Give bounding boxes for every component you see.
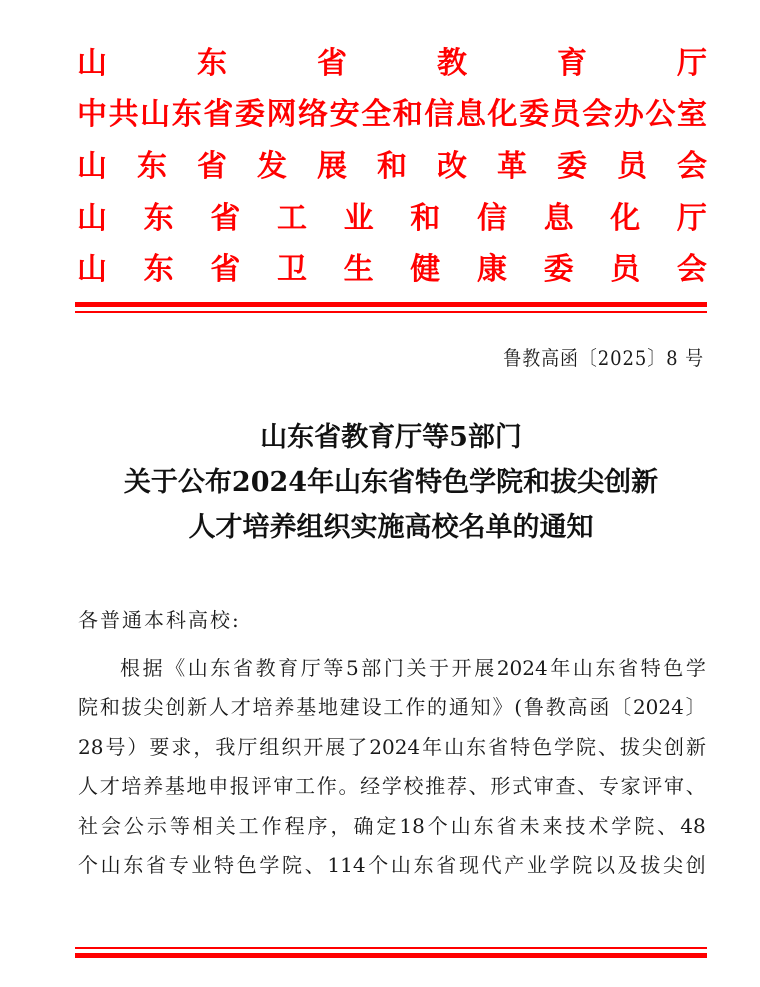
glyph: 院 (634, 814, 655, 838)
glyph: 、 (685, 774, 706, 798)
glyph: 色 (532, 735, 553, 759)
glyph: 省 (317, 46, 347, 81)
glyph: 山 (140, 97, 171, 132)
glyph: 审 (533, 774, 554, 798)
glyph: 根 (120, 656, 140, 680)
glyph: 2024 (496, 656, 548, 680)
glyph: 东 (466, 735, 487, 759)
issuer-line-3 (77, 149, 707, 185)
glyph: 委 (557, 149, 587, 184)
glyph: 培 (121, 774, 142, 798)
glyph: 院 (282, 853, 303, 877)
title-line-2: 关于公布2024年山东省特色学院和拔尖创新 (123, 467, 659, 498)
glyph: 才 (230, 695, 251, 719)
glyph: 东 (413, 853, 434, 877)
glyph: 和 (392, 97, 423, 132)
glyph: 尖 (641, 735, 662, 759)
glyph: 年 (422, 735, 443, 759)
salutation: 各普通本科高校: (78, 608, 241, 632)
body-line-3 (78, 732, 706, 762)
glyph: 养 (143, 774, 164, 798)
glyph: 委 (543, 252, 574, 287)
glyph: 拔 (121, 695, 142, 719)
glyph: 网 (266, 97, 297, 132)
glyph: 色 (236, 853, 257, 877)
glyph: 改 (437, 149, 467, 184)
glyph: 式 (512, 774, 533, 798)
body-line-2 (78, 692, 706, 722)
glyph: 专 (598, 774, 619, 798)
glyph: 以 (594, 853, 615, 877)
glyph: 学 (554, 735, 575, 759)
glyph: 建 (339, 695, 360, 719)
glyph: 厅 (676, 201, 707, 236)
glyph: 工 (238, 814, 259, 838)
glyph: 、 (304, 853, 325, 877)
glyph: 报 (229, 774, 250, 798)
glyph: 养 (274, 695, 295, 719)
glyph: 高 (567, 695, 588, 719)
glyph: 山 (444, 735, 465, 759)
glyph: 和 (99, 695, 120, 719)
glyph: 特 (214, 853, 235, 877)
glyph: 社 (78, 814, 98, 838)
glyph: 相 (192, 814, 213, 838)
glyph: 经 (360, 774, 381, 798)
glyph: 审 (663, 774, 684, 798)
glyph: 培 (252, 695, 273, 719)
glyph: 院 (78, 695, 98, 719)
glyph: 尖 (662, 853, 683, 877)
glyph: 设 (361, 695, 382, 719)
glyph: 员 (550, 97, 581, 132)
top-divider-thick (75, 302, 707, 307)
glyph: 教 (437, 46, 467, 81)
glyph: 函 (589, 695, 610, 719)
glyph: 地 (317, 695, 338, 719)
glyph: 省 (146, 853, 167, 877)
glyph: 中 (77, 97, 107, 132)
glyph: 求 (171, 735, 192, 759)
glyph: 48 (680, 814, 706, 838)
glyph: 等 (323, 656, 344, 680)
glyph: 18 (399, 814, 425, 838)
glyph: 新 (685, 735, 706, 759)
glyph: 校 (403, 774, 424, 798)
glyph: 山 (187, 656, 208, 680)
glyph: 学 (259, 853, 280, 877)
glyph: 推 (425, 774, 446, 798)
glyph: 〕 (685, 695, 706, 719)
glyph: 年 (550, 656, 571, 680)
glyph: 展 (325, 735, 346, 759)
glyph: 2024 (632, 695, 684, 719)
glyph: 员 (610, 252, 641, 287)
glyph: 息 (543, 201, 574, 236)
glyph: 山 (77, 46, 107, 81)
glyph: 关 (215, 814, 236, 838)
glyph: 省 (436, 853, 457, 877)
glyph: 拔 (620, 735, 640, 759)
glyph: 东 (171, 97, 202, 132)
glyph: 基 (164, 774, 185, 798)
glyph: 生 (343, 252, 374, 287)
glyph: 等 (169, 814, 190, 838)
glyph: 省 (488, 735, 509, 759)
glyph: 、 (577, 774, 598, 798)
glyph: 厅 (300, 656, 321, 680)
issuer-line-2 (77, 97, 707, 133)
glyph: 要 (149, 735, 170, 759)
glyph: 术 (588, 814, 609, 838)
glyph: 》 (492, 695, 513, 719)
glyph: 育 (557, 46, 587, 81)
glyph: 个 (78, 853, 98, 877)
glyph: 院 (576, 735, 597, 759)
glyph: 门 (383, 656, 404, 680)
glyph: 山 (450, 814, 471, 838)
glyph: 《 (165, 656, 186, 680)
glyph: 会 (582, 97, 613, 132)
glyph: 作 (316, 774, 337, 798)
glyph: 新 (187, 695, 208, 719)
glyph: 展 (474, 656, 495, 680)
glyph: 发 (257, 149, 287, 184)
title-line-3: 人才培养组织实施高校名单的通知 (188, 512, 594, 543)
glyph: 省 (496, 814, 517, 838)
glyph: 山 (77, 149, 107, 184)
glyph: 院 (572, 853, 593, 877)
glyph: 个 (427, 814, 448, 838)
glyph: 业 (191, 853, 212, 877)
glyph: 公 (645, 97, 676, 132)
glyph: 共 (108, 97, 139, 132)
glyph: 山 (77, 252, 107, 287)
glyph: 教 (545, 695, 566, 719)
glyph: 东 (473, 814, 494, 838)
glyph: 示 (146, 814, 167, 838)
issuer-line-4 (77, 201, 707, 237)
glyph: 创 (663, 735, 684, 759)
glyph: 28 (78, 735, 104, 759)
body-line-4 (78, 771, 706, 801)
glyph: 络 (298, 97, 329, 132)
glyph: 业 (526, 853, 547, 877)
glyph: 、 (657, 814, 678, 838)
glyph: 色 (663, 656, 684, 680)
glyph: 教 (255, 656, 276, 680)
glyph: 据 (142, 656, 163, 680)
glyph: 现 (458, 853, 479, 877)
glyph: 人 (78, 774, 98, 798)
glyph: 特 (640, 656, 661, 680)
glyph: 114 (327, 853, 366, 877)
glyph: 作 (405, 695, 426, 719)
issuer-line-1 (77, 46, 707, 82)
glyph: 关 (406, 656, 427, 680)
glyph: 厅 (237, 735, 258, 759)
glyph: 山 (390, 853, 411, 877)
issuer-line-5 (77, 252, 707, 288)
glyph: 信 (476, 201, 507, 236)
glyph: 尖 (143, 695, 164, 719)
glyph: 组 (259, 735, 280, 759)
glyph: 确 (353, 814, 374, 838)
body-line-5 (78, 811, 706, 841)
glyph: 省 (618, 656, 639, 680)
glyph: 部 (361, 656, 382, 680)
glyph: 和 (410, 201, 441, 236)
glyph: 通 (448, 695, 469, 719)
body-line-6 (78, 850, 706, 880)
glyph: 东 (123, 853, 144, 877)
glyph: 、 (598, 735, 619, 759)
glyph: 号 (105, 735, 126, 759)
glyph: 育 (278, 656, 299, 680)
glyph: 创 (165, 695, 186, 719)
glyph: ， (193, 735, 214, 759)
glyph: 公 (123, 814, 144, 838)
glyph: 学 (381, 774, 402, 798)
glyph: 审 (273, 774, 294, 798)
glyph: 开 (451, 656, 472, 680)
glyph: 工 (383, 695, 404, 719)
glyph: 基 (296, 695, 317, 719)
glyph: 家 (620, 774, 641, 798)
glyph: 特 (510, 735, 531, 759)
glyph: 山 (77, 201, 107, 236)
glyph: 来 (542, 814, 563, 838)
glyph: 专 (168, 853, 189, 877)
glyph: 东 (197, 46, 227, 81)
glyph: 学 (549, 853, 570, 877)
glyph: 我 (215, 735, 236, 759)
glyph: 息 (455, 97, 486, 132)
glyph: 革 (497, 149, 527, 184)
glyph: 、 (468, 774, 489, 798)
glyph: 省 (210, 252, 241, 287)
glyph: 拔 (640, 853, 661, 877)
glyph: 学 (685, 656, 706, 680)
glyph: 厅 (677, 46, 707, 81)
document-number: 鲁教高函〔2025〕8 号 (503, 346, 704, 370)
glyph: 申 (208, 774, 229, 798)
glyph: 省 (210, 201, 241, 236)
glyph: 技 (565, 814, 586, 838)
bottom-divider-thick (75, 953, 707, 958)
bottom-divider-thin (75, 947, 707, 949)
glyph: 会 (677, 149, 707, 184)
glyph: 委 (234, 97, 265, 132)
glyph: 信 (424, 97, 455, 132)
glyph: 全 (361, 97, 392, 132)
glyph: 卫 (276, 252, 307, 287)
glyph: 安 (329, 97, 360, 132)
glyph: 山 (572, 656, 593, 680)
glyph: 个 (368, 853, 389, 877)
glyph: 查 (555, 774, 576, 798)
glyph: 业 (343, 201, 374, 236)
glyph: 化 (610, 201, 641, 236)
glyph: 学 (611, 814, 632, 838)
glyph: 未 (519, 814, 540, 838)
glyph: 员 (617, 149, 647, 184)
title-line-1: 山东省教育厅等5部门 (260, 422, 522, 453)
glyph: ， (330, 814, 351, 838)
glyph: 形 (490, 774, 511, 798)
glyph: 健 (410, 252, 441, 287)
glyph: 东 (210, 656, 231, 680)
glyph: 织 (281, 735, 302, 759)
glyph: 评 (251, 774, 272, 798)
glyph: 山 (100, 853, 121, 877)
glyph: 地 (186, 774, 207, 798)
glyph: 省 (203, 97, 234, 132)
glyph: 〔 (611, 695, 632, 719)
glyph: 创 (685, 853, 706, 877)
glyph: 省 (232, 656, 253, 680)
glyph: 的 (427, 695, 447, 719)
glyph: 开 (303, 735, 324, 759)
glyph: 东 (143, 201, 174, 236)
glyph: 程 (284, 814, 305, 838)
glyph: 了 (347, 735, 368, 759)
glyph: 5 (345, 656, 359, 680)
glyph: 省 (197, 149, 227, 184)
body-line-1 (120, 653, 706, 683)
glyph: 会 (100, 814, 121, 838)
glyph: 序 (307, 814, 328, 838)
glyph: 评 (642, 774, 663, 798)
glyph: ( (514, 695, 523, 719)
glyph: 荐 (446, 774, 467, 798)
glyph: 于 (429, 656, 450, 680)
glyph: ） (127, 735, 148, 759)
glyph: 定 (376, 814, 397, 838)
glyph: 及 (617, 853, 638, 877)
glyph: 才 (99, 774, 120, 798)
glyph: 东 (137, 149, 167, 184)
glyph: 。 (338, 774, 359, 798)
glyph: 2024 (369, 735, 421, 759)
glyph: 人 (208, 695, 229, 719)
glyph: 和 (377, 149, 407, 184)
glyph: 室 (676, 97, 707, 132)
glyph: 委 (519, 97, 550, 132)
glyph: 会 (676, 252, 707, 287)
glyph: 作 (261, 814, 282, 838)
glyph: 展 (317, 149, 347, 184)
glyph: 康 (476, 252, 507, 287)
glyph: 工 (276, 201, 307, 236)
glyph: 化 (487, 97, 518, 132)
glyph: 知 (470, 695, 491, 719)
glyph: 东 (595, 656, 616, 680)
glyph: 鲁 (523, 695, 544, 719)
top-divider-thin (75, 311, 707, 313)
glyph: 东 (143, 252, 174, 287)
glyph: 产 (504, 853, 525, 877)
glyph: 办 (613, 97, 644, 132)
glyph: 代 (481, 853, 502, 877)
glyph: 工 (295, 774, 316, 798)
